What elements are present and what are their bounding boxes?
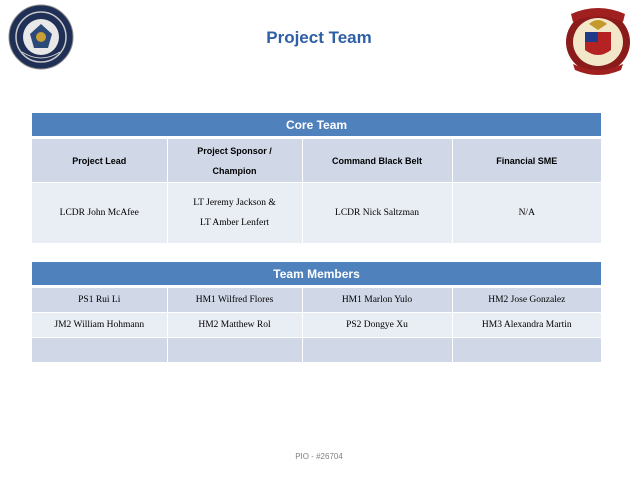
member-cell <box>302 338 452 363</box>
member-cell: HM2 Matthew Rol <box>167 313 302 338</box>
team-members-table <box>32 262 601 363</box>
core-team-values-row <box>32 183 601 244</box>
table-row <box>32 287 601 313</box>
team-members-title: Team Members <box>32 262 601 287</box>
member-cell: HM2 Jose Gonzalez <box>452 287 601 313</box>
financial-sme-value: N/A <box>452 183 601 244</box>
member-cell: PS2 Dongye Xu <box>302 313 452 338</box>
table-row <box>32 313 601 338</box>
member-cell <box>452 338 601 363</box>
member-cell: JM2 William Hohmann <box>32 313 167 338</box>
header-sponsor-line1: Project Sponsor / <box>197 145 272 156</box>
member-cell: HM1 Wilfred Flores <box>167 287 302 313</box>
header-financial-sme: Financial SME <box>452 138 601 183</box>
sponsor-value-line2: LT Amber Lenfert <box>199 218 270 228</box>
core-team-table <box>32 113 601 244</box>
right-battalion-seal-icon <box>563 2 633 76</box>
sponsor-value-line1: LT Jeremy Jackson & <box>193 198 276 208</box>
member-cell: HM1 Marlon Yulo <box>302 287 452 313</box>
header-sponsor-line2: Champion <box>212 165 257 176</box>
member-cell <box>32 338 167 363</box>
project-lead-value: LCDR John McAfee <box>32 183 167 244</box>
core-team-title: Core Team <box>32 113 601 138</box>
page-title: Project Team <box>266 28 372 47</box>
header-project-sponsor <box>167 138 302 183</box>
page-footer: PIO - #26704 <box>295 452 343 461</box>
header-project-lead: Project Lead <box>32 138 167 183</box>
project-sponsor-value <box>167 183 302 244</box>
black-belt-value: LCDR Nick Saltzman <box>302 183 452 244</box>
table-row <box>32 338 601 363</box>
member-cell <box>167 338 302 363</box>
header-command-black-belt: Command Black Belt <box>302 138 452 183</box>
core-team-header-row <box>32 138 601 183</box>
member-cell: PS1 Rui Li <box>32 287 167 313</box>
member-cell: HM3 Alexandra Martin <box>452 313 601 338</box>
